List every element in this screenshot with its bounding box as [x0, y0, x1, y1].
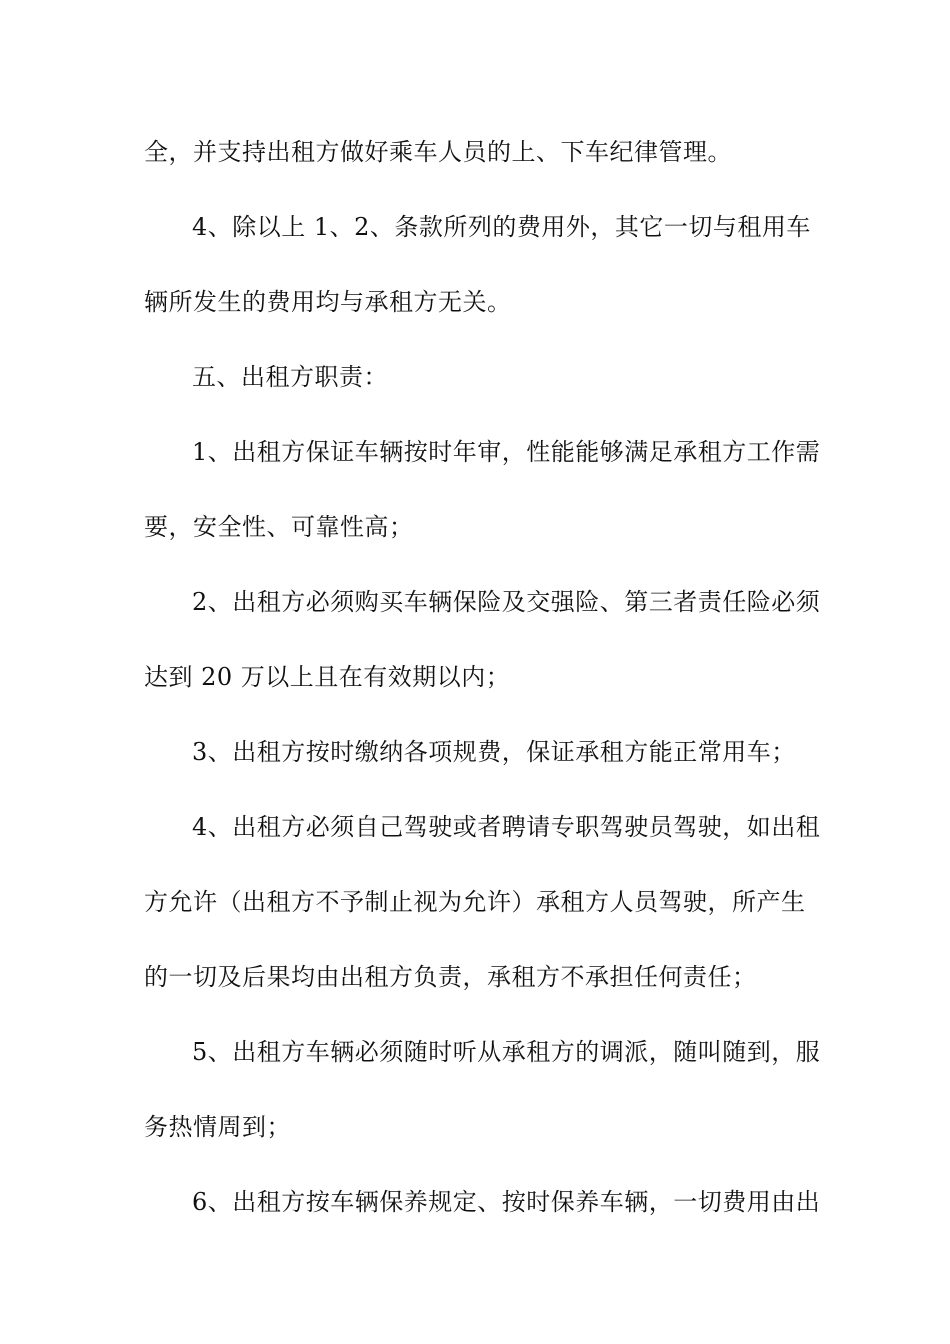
text-line: 辆所发生的费用均与承租方无关。 — [144, 288, 512, 316]
text-line: 5、出租方车辆必须随时听从承租方的调派，随叫随到，服 — [192, 1038, 821, 1066]
text-line: 务热情周到； — [144, 1113, 291, 1141]
text-line: 1、出租方保证车辆按时年审，性能能够满足承租方工作需 — [192, 438, 821, 466]
text-line: 要，安全性、可靠性高； — [144, 513, 414, 541]
text-line: 3、出租方按时缴纳各项规费，保证承租方能正常用车； — [192, 738, 796, 766]
text-line: 4、除以上 1、2、条款所列的费用外，其它一切与租用车 — [192, 213, 811, 241]
text-line: 4、出租方必须自己驾驶或者聘请专职驾驶员驾驶，如出租 — [192, 813, 821, 841]
text-line: 达到 20 万以上且在有效期以内； — [144, 663, 511, 691]
section-heading: 五、出租方职责： — [192, 363, 388, 391]
text-line: 的一切及后果均由出租方负责，承租方不承担任何责任； — [144, 963, 757, 991]
text-line: 6、出租方按车辆保养规定、按时保养车辆，一切费用由出 — [192, 1188, 821, 1216]
text-line: 全，并支持出租方做好乘车人员的上、下车纪律管理。 — [144, 138, 732, 166]
text-line: 方允许（出租方不予制止视为允许）承租方人员驾驶，所产生 — [144, 888, 806, 916]
text-line: 2、出租方必须购买车辆保险及交强险、第三者责任险必须 — [192, 588, 821, 616]
